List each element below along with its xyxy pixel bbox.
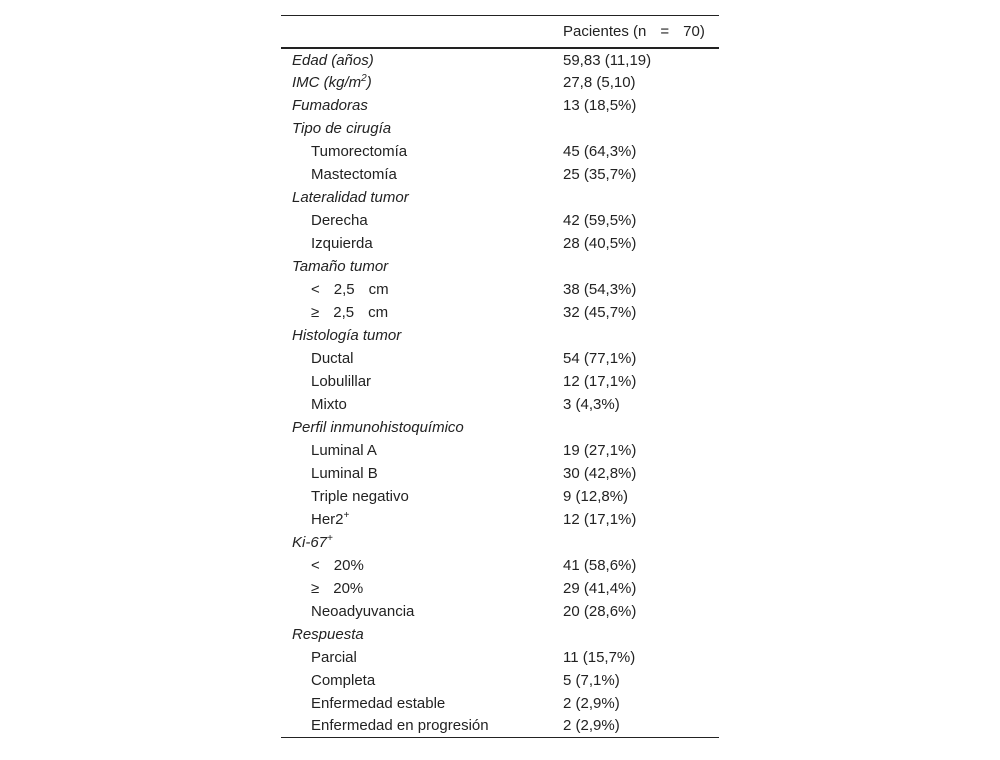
- row-label-main: Her2: [311, 510, 344, 528]
- row-label: Respuesta: [292, 625, 364, 643]
- table-row: [281, 646, 719, 669]
- row-value-cell: 38 (54,3%): [563, 280, 637, 298]
- row-value-cell: 30 (42,8%): [563, 464, 637, 482]
- row-label: Luminal A: [311, 441, 377, 459]
- row-label: Enfermedad en progresión: [311, 717, 489, 735]
- row-label: Perfil inmunohistoquímico: [292, 418, 464, 436]
- row-value-cell: 9 (12,8%): [563, 487, 629, 505]
- row-value-cell: 19 (27,1%): [563, 441, 637, 459]
- table-row: [281, 600, 719, 623]
- row-label-cell: [281, 324, 563, 347]
- row-label-cell: [281, 94, 563, 117]
- row-label: Luminal B: [311, 464, 378, 482]
- patient-characteristics-table-container: [281, 15, 719, 738]
- row-label-cell: [281, 140, 563, 163]
- row-label: Triple negativo: [311, 487, 409, 505]
- row-value-cell: 13 (18,5%): [563, 96, 637, 114]
- row-label-unit: cm: [368, 303, 389, 321]
- row-value-cell: 32 (45,7%): [563, 303, 637, 321]
- table-row: [281, 278, 719, 301]
- row-label-cell: [281, 416, 563, 439]
- row-value-cell: 29 (41,4%): [563, 579, 637, 597]
- row-label-cell: [281, 715, 563, 738]
- row-label-cell: [281, 577, 563, 600]
- row-label-cell: [281, 600, 563, 623]
- table-row: [281, 71, 719, 94]
- row-label-cell: [281, 278, 563, 301]
- row-label-number: 20%: [333, 556, 364, 574]
- row-label: Lobulillar: [311, 372, 372, 390]
- row-value-cell: [563, 255, 719, 278]
- row-label-cell: [281, 623, 563, 646]
- row-label: Parcial: [311, 648, 357, 666]
- table-row: [281, 255, 719, 278]
- row-value-cell: [563, 117, 719, 140]
- row-value-cell: 45 (64,3%): [563, 142, 637, 160]
- row-label-cell: [281, 531, 563, 554]
- row-label: Mixto: [311, 395, 347, 413]
- row-label: Lateralidad tumor: [292, 188, 409, 206]
- row-label-cell: [281, 669, 563, 692]
- table-row: [281, 163, 719, 186]
- table-row: [281, 393, 719, 416]
- row-label: Mastectomía: [311, 165, 397, 183]
- row-value-cell: 27,8 (5,10): [563, 73, 636, 91]
- row-label-unit: cm: [368, 280, 389, 298]
- table-row: [281, 301, 719, 324]
- row-value-cell: 2 (2,9%): [563, 715, 719, 738]
- row-label: Izquierda: [311, 234, 373, 252]
- row-label-symbol: ≥: [311, 303, 320, 321]
- row-label-symbol: <: [311, 280, 320, 298]
- table-header-row: [281, 16, 719, 48]
- table-row: [281, 48, 719, 71]
- row-label-symbol: ≥: [311, 579, 320, 597]
- row-value-cell: 25 (35,7%): [563, 165, 637, 183]
- row-label-number: 20%: [333, 579, 364, 597]
- row-label: Completa: [311, 671, 376, 689]
- table-row: [281, 140, 719, 163]
- row-label-cell: [281, 508, 563, 531]
- table-header: [281, 16, 719, 48]
- row-label-cell: [281, 347, 563, 370]
- row-value-cell: 41 (58,6%): [563, 556, 637, 574]
- row-label: Tamaño tumor: [292, 257, 389, 275]
- row-value-cell: 12 (17,1%): [563, 372, 637, 390]
- row-value-cell: 12 (17,1%): [563, 510, 637, 528]
- row-value-cell: 20 (28,6%): [563, 602, 637, 620]
- table-row: [281, 669, 719, 692]
- table-row: [281, 347, 719, 370]
- row-label-cell: [281, 439, 563, 462]
- row-label-cell: [281, 48, 563, 71]
- row-label-superscript: +: [327, 532, 333, 544]
- row-label-end: ): [366, 73, 372, 91]
- row-value-cell: 5 (7,1%): [563, 671, 620, 689]
- row-label: Edad (años): [292, 52, 374, 69]
- row-label-cell: [281, 646, 563, 669]
- row-value-cell: [563, 324, 719, 347]
- table-row: [281, 554, 719, 577]
- row-label: Enfermedad estable: [311, 694, 446, 712]
- header-patients-equals: =: [660, 22, 670, 40]
- table-row: [281, 416, 719, 439]
- table-body: [281, 48, 719, 738]
- table-row: [281, 94, 719, 117]
- row-label: Neoadyuvancia: [311, 602, 415, 620]
- row-label: Tipo de cirugía: [292, 119, 392, 137]
- row-label: Fumadoras: [292, 96, 368, 114]
- table-row: [281, 485, 719, 508]
- row-label-number: 2,5: [333, 303, 355, 321]
- table-row: [281, 623, 719, 646]
- table-row: [281, 531, 719, 554]
- row-label-cell: [281, 209, 563, 232]
- row-value-cell: [563, 623, 719, 646]
- row-label-cell: [281, 255, 563, 278]
- table-row: [281, 232, 719, 255]
- row-label-cell: [281, 485, 563, 508]
- row-value-cell: [563, 416, 719, 439]
- table-row: [281, 117, 719, 140]
- row-label-superscript: 2: [361, 72, 367, 84]
- row-label: Tumorectomía: [311, 142, 408, 160]
- table-row: [281, 439, 719, 462]
- table-row: [281, 508, 719, 531]
- row-value-cell: 11 (15,7%): [563, 648, 636, 666]
- table-row: [281, 462, 719, 485]
- row-value-cell: 59,83 (11,19): [563, 52, 652, 69]
- row-value-cell: 42 (59,5%): [563, 211, 637, 229]
- patient-characteristics-table: [281, 15, 719, 738]
- row-label-cell: [281, 301, 563, 324]
- row-label-main: IMC (kg/m: [292, 73, 362, 91]
- row-value-cell: 28 (40,5%): [563, 234, 637, 252]
- table-row: [281, 692, 719, 715]
- row-label-symbol: <: [311, 556, 320, 574]
- table-row: [281, 715, 719, 738]
- row-value-cell: 2 (2,9%): [563, 694, 620, 712]
- row-label-cell: [281, 370, 563, 393]
- row-label-cell: [281, 71, 563, 94]
- header-patients-cell: [563, 16, 719, 48]
- row-label-superscript: +: [343, 509, 350, 521]
- table-row: [281, 577, 719, 600]
- row-label-cell: [281, 393, 563, 416]
- row-value-cell: 54 (77,1%): [563, 349, 637, 367]
- row-label-cell: [281, 554, 563, 577]
- header-patients-prefix: Pacientes (n: [563, 22, 647, 40]
- row-label: Ductal: [311, 349, 354, 367]
- row-label-number: 2,5: [333, 280, 355, 298]
- row-label-cell: [281, 163, 563, 186]
- table-row: [281, 370, 719, 393]
- row-value-cell: 3 (4,3%): [563, 395, 620, 413]
- row-label-cell: [281, 462, 563, 485]
- table-row: [281, 186, 719, 209]
- row-label-cell: [281, 186, 563, 209]
- row-label-main: Ki-67: [292, 533, 328, 551]
- row-label-cell: [281, 117, 563, 140]
- row-label: Histología tumor: [292, 326, 402, 344]
- header-label-cell: [281, 16, 563, 48]
- table-row: [281, 324, 719, 347]
- row-label-cell: [281, 692, 563, 715]
- row-value-cell: [563, 186, 719, 209]
- row-label-cell: [281, 232, 563, 255]
- header-patients-count: 70): [683, 22, 705, 40]
- table-row: [281, 209, 719, 232]
- row-label: Derecha: [311, 211, 368, 229]
- row-value-cell: [563, 531, 719, 554]
